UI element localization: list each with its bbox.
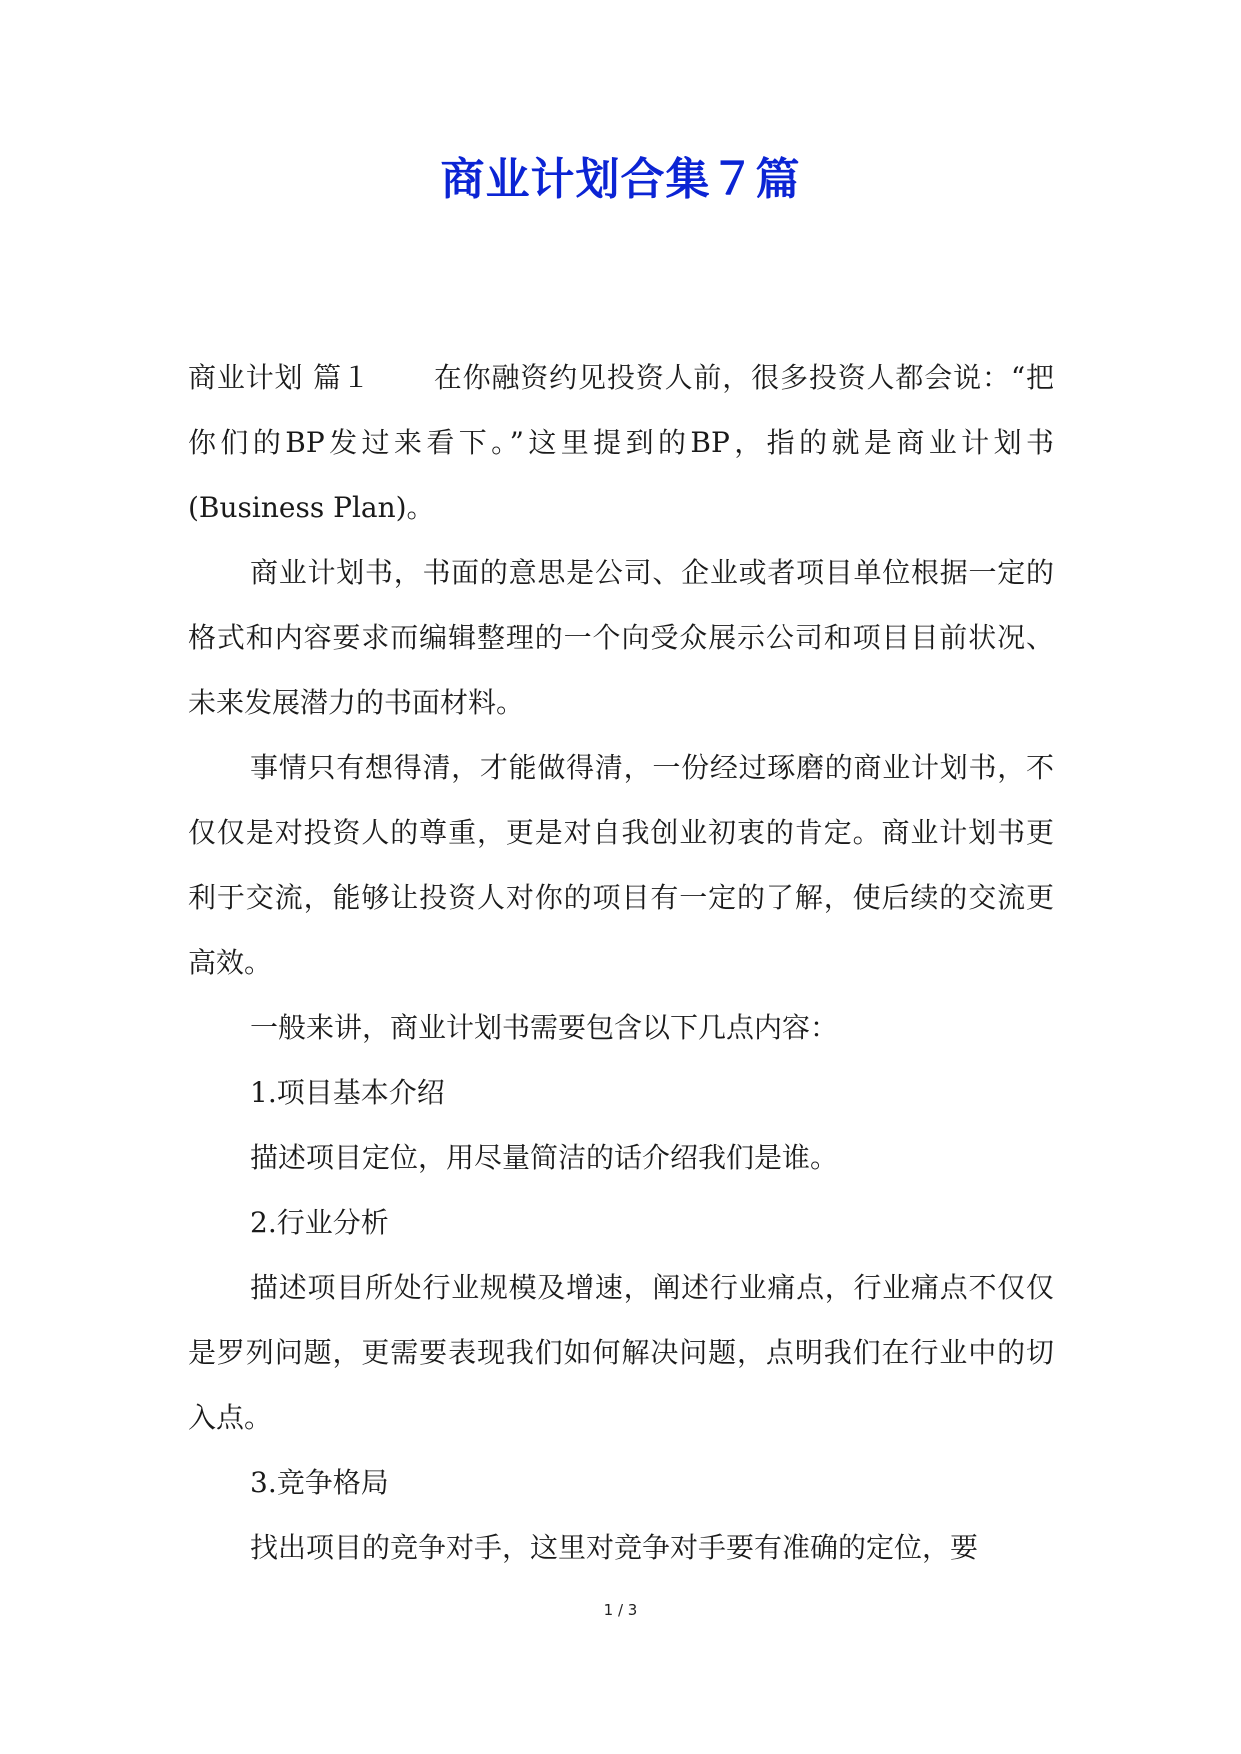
paragraph: 找出项目的竞争对手，这里对竞争对手要有准确的定位，要 [250, 1531, 979, 1564]
paragraph: 一般来讲，商业计划书需要包含以下几点内容： [250, 1011, 839, 1044]
paragraph-intro [188, 345, 1054, 540]
list-heading: 1.项目基本介绍 [250, 1076, 445, 1109]
paragraph: 事情只有想得清，才能做得清，一份经过琢磨的商业计划书，不仅仅是对投资人的尊重，更是对自我创业初衷的肯定。商业计划书更利于交流，能够让投资人对你的项目有一定的了解，使后续的交流更高效。 [188, 751, 1054, 979]
document-body [188, 345, 1054, 1580]
paragraph-text: 在你融资约见投资人前，很多投资人都会说：“把你们的BP发过来看下。”这里提到的BP，指的就是商业计划书(Business Plan)。 [188, 361, 1054, 524]
list-heading: 2.行业分析 [250, 1206, 389, 1239]
paragraph: 描述项目定位，用尽量简洁的话介绍我们是谁。 [250, 1141, 839, 1174]
paragraph: 描述项目所处行业规模及增速，阐述行业痛点，行业痛点不仅仅是罗列问题，更需要表现我们如何解决问题，点明我们在行业中的切入点。 [188, 1271, 1054, 1434]
page-number: 1 / 3 [603, 1601, 638, 1619]
section-heading: 商业计划 篇１ [188, 361, 371, 394]
document-title: 商业计划合集７篇 [440, 154, 801, 205]
paragraph: 商业计划书，书面的意思是公司、企业或者项目单位根据一定的格式和内容要求而编辑整理的一个向受众展示公司和项目目前状况、未来发展潜力的书面材料。 [188, 556, 1054, 719]
list-heading: 3.竞争格局 [250, 1466, 389, 1499]
